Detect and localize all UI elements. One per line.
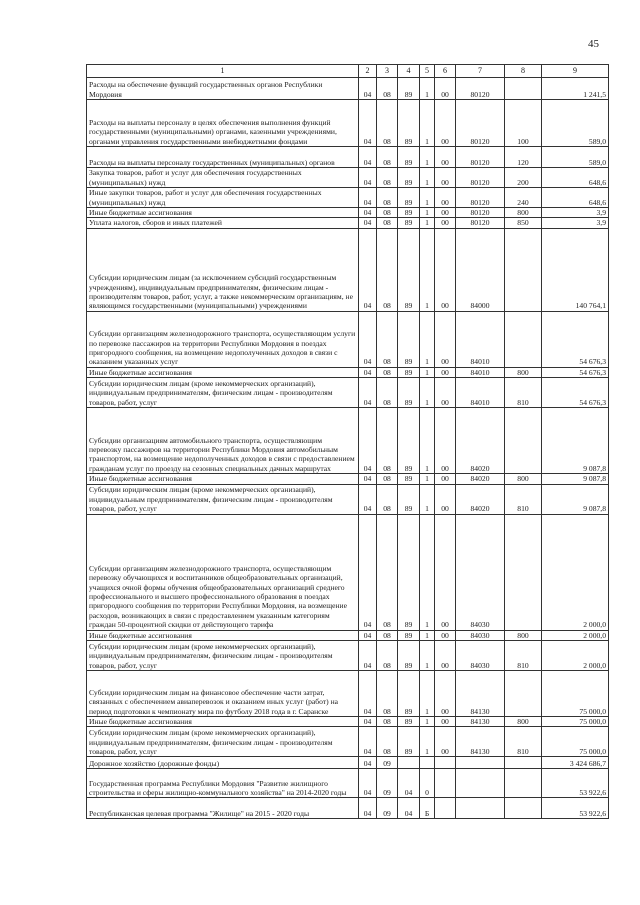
row-code: 240 <box>505 188 542 208</box>
row-description: Субсидии юридическим лицам (кроме некоммерческих организаций), индивидуальным предпринимателям, физическим лицам - производителям товаров, работ, услуг <box>87 484 359 514</box>
column-header: 5 <box>420 65 435 78</box>
row-code: 80120 <box>456 218 505 228</box>
row-code: 08 <box>377 378 398 408</box>
row-code: 1 <box>420 484 435 514</box>
row-code: 89 <box>398 630 420 640</box>
row-code: 08 <box>377 717 398 727</box>
row-amount: 648,6 <box>542 188 609 208</box>
table-row <box>87 757 609 769</box>
row-code: 1 <box>420 367 435 377</box>
row-code <box>505 311 542 367</box>
row-code: 84130 <box>456 727 505 757</box>
row-code: 1 <box>420 378 435 408</box>
row-code: 04 <box>398 769 420 798</box>
row-code: 1 <box>420 218 435 228</box>
row-code: 800 <box>505 474 542 484</box>
row-code: 04 <box>359 757 377 769</box>
row-code: 84130 <box>456 671 505 717</box>
row-code: 04 <box>359 188 377 208</box>
row-code: 00 <box>435 514 456 630</box>
table-row <box>87 514 609 630</box>
row-code: 04 <box>359 100 377 147</box>
row-code: 120 <box>505 147 542 168</box>
row-code: 89 <box>398 218 420 228</box>
column-header: 1 <box>87 65 359 78</box>
row-code: 00 <box>435 147 456 168</box>
row-code: 00 <box>435 630 456 640</box>
table-row <box>87 100 609 147</box>
row-code: 80120 <box>456 208 505 218</box>
row-code: 04 <box>359 671 377 717</box>
row-code: 800 <box>505 630 542 640</box>
row-code: 08 <box>377 671 398 717</box>
row-code: 00 <box>435 367 456 377</box>
row-code: 1 <box>420 78 435 100</box>
row-amount: 648,6 <box>542 168 609 188</box>
row-code: 00 <box>435 188 456 208</box>
row-description: Субсидии организациям железнодорожного транспорта, осуществляющим услуги по перевозке пассажиров на территории Республики Мордовия в поездах пригородного сообщения, на возмещение недополученных доходов в связи с оказанием указанных услуг <box>87 311 359 367</box>
row-amount: 589,0 <box>542 147 609 168</box>
row-code: 80120 <box>456 147 505 168</box>
row-code: 04 <box>359 484 377 514</box>
row-description: Иные закупки товаров, работ и услуг для обеспечения государственных (муниципальных) нужд <box>87 188 359 208</box>
row-amount: 2 000,0 <box>542 630 609 640</box>
row-description: Субсидии юридическим лицам на финансовое обеспечение части затрат, связанных с обеспечением авиаперевозок и оказанием иных услуг (работ) на период подготовки к чемпионату мира по футболу 2018 года в г. Саранске <box>87 671 359 717</box>
row-code: 84020 <box>456 484 505 514</box>
row-code: 08 <box>377 727 398 757</box>
row-code: 08 <box>377 408 398 474</box>
row-code: 89 <box>398 671 420 717</box>
row-code: 1 <box>420 311 435 367</box>
table-row <box>87 630 609 640</box>
row-code: 00 <box>435 717 456 727</box>
row-code: 1 <box>420 727 435 757</box>
row-code: 89 <box>398 147 420 168</box>
row-code: 89 <box>398 100 420 147</box>
row-code <box>505 514 542 630</box>
row-code: 84010 <box>456 378 505 408</box>
header-row <box>87 65 609 78</box>
row-description: Субсидии юридическим лицам (кроме некоммерческих организаций), индивидуальным предпринимателям, физическим лицам - производителям товаров, работ, услуг <box>87 641 359 671</box>
row-code: 80120 <box>456 78 505 100</box>
row-code: 08 <box>377 641 398 671</box>
row-code <box>505 228 542 311</box>
row-code: 00 <box>435 641 456 671</box>
row-code: 100 <box>505 100 542 147</box>
row-code: 89 <box>398 484 420 514</box>
table-row <box>87 188 609 208</box>
row-amount: 54 676,3 <box>542 367 609 377</box>
table-row <box>87 78 609 100</box>
row-code: 04 <box>359 367 377 377</box>
table-row <box>87 717 609 727</box>
row-description: Иные бюджетные ассигнования <box>87 717 359 727</box>
table-row <box>87 671 609 717</box>
row-amount: 3 424 686,7 <box>542 757 609 769</box>
table-row <box>87 208 609 218</box>
row-code: 04 <box>359 408 377 474</box>
row-code: 04 <box>359 168 377 188</box>
table-row <box>87 311 609 367</box>
row-description: Закупка товаров, работ и услуг для обеспечения государственных (муниципальных) нужд <box>87 168 359 188</box>
table-row <box>87 727 609 757</box>
row-code: 1 <box>420 188 435 208</box>
row-code: 84030 <box>456 641 505 671</box>
row-code: 800 <box>505 208 542 218</box>
row-amount: 140 764,1 <box>542 228 609 311</box>
table-row <box>87 798 609 819</box>
row-amount: 3,9 <box>542 218 609 228</box>
row-code <box>505 757 542 769</box>
row-code: 200 <box>505 168 542 188</box>
row-code: 00 <box>435 208 456 218</box>
row-code: 04 <box>359 147 377 168</box>
row-description: Субсидии организациям автомобильного транспорта, осуществляющим перевозку пассажиров на территории Республики Мордовия автомобильным транспортом, на возмещение недополученных доходов в связи с предоставлением гражданам услуг по проезду на сезонных специальных дачных маршрутах <box>87 408 359 474</box>
page-number: 45 <box>588 38 599 50</box>
row-code: 89 <box>398 641 420 671</box>
row-code: 04 <box>359 717 377 727</box>
column-header: 6 <box>435 65 456 78</box>
row-code: 04 <box>359 218 377 228</box>
row-code: 89 <box>398 717 420 727</box>
row-description: Иные бюджетные ассигнования <box>87 208 359 218</box>
row-code <box>435 757 456 769</box>
row-code <box>420 757 435 769</box>
row-code: Б <box>420 798 435 819</box>
column-header: 2 <box>359 65 377 78</box>
row-code: 09 <box>377 798 398 819</box>
row-code: 810 <box>505 641 542 671</box>
row-code: 84130 <box>456 717 505 727</box>
row-code: 1 <box>420 717 435 727</box>
table-row <box>87 147 609 168</box>
row-code: 00 <box>435 474 456 484</box>
row-code: 80120 <box>456 168 505 188</box>
row-code: 89 <box>398 367 420 377</box>
row-code <box>435 769 456 798</box>
row-code: 00 <box>435 218 456 228</box>
row-code: 04 <box>359 378 377 408</box>
row-code <box>505 671 542 717</box>
row-code: 08 <box>377 228 398 311</box>
table-row <box>87 484 609 514</box>
row-code: 89 <box>398 378 420 408</box>
row-code: 08 <box>377 484 398 514</box>
table-row <box>87 641 609 671</box>
row-code: 00 <box>435 484 456 514</box>
row-description: Иные бюджетные ассигнования <box>87 630 359 640</box>
row-description: Субсидии организациям железнодорожного транспорта, осуществляющим перевозку обучающихся и воспитанников общеобразовательных организаций, учащихся очной формы обучения общеобразовательных организаций среднего профессионального и высшего профессионального образования в поездах пригородного сообщения по территории Республики Мордовия, на возмещение расходов, возникающих в связи с предоставлением указанным категориям граждан 50-процентной скидки от действующего тарифа <box>87 514 359 630</box>
row-amount: 2 000,0 <box>542 641 609 671</box>
row-code <box>505 408 542 474</box>
row-amount: 53 922,6 <box>542 769 609 798</box>
row-code: 08 <box>377 474 398 484</box>
row-code: 810 <box>505 378 542 408</box>
row-amount: 9 087,8 <box>542 484 609 514</box>
row-code: 84030 <box>456 514 505 630</box>
row-code <box>456 757 505 769</box>
row-code: 08 <box>377 311 398 367</box>
row-code: 04 <box>359 641 377 671</box>
row-code: 810 <box>505 484 542 514</box>
column-header: 9 <box>542 65 609 78</box>
row-amount: 54 676,3 <box>542 378 609 408</box>
row-amount: 9 087,8 <box>542 474 609 484</box>
row-code: 00 <box>435 78 456 100</box>
row-code: 84010 <box>456 311 505 367</box>
row-code: 810 <box>505 727 542 757</box>
row-code: 00 <box>435 168 456 188</box>
row-amount: 589,0 <box>542 100 609 147</box>
row-description: Иные бюджетные ассигнования <box>87 367 359 377</box>
row-code: 09 <box>377 757 398 769</box>
row-code: 04 <box>359 514 377 630</box>
row-code: 04 <box>359 208 377 218</box>
row-code: 850 <box>505 218 542 228</box>
row-code: 89 <box>398 78 420 100</box>
row-code: 89 <box>398 311 420 367</box>
row-code: 08 <box>377 78 398 100</box>
row-code: 04 <box>359 630 377 640</box>
row-code: 00 <box>435 408 456 474</box>
row-code: 89 <box>398 474 420 484</box>
row-code <box>456 769 505 798</box>
row-description: Расходы на выплаты персоналу государственных (муниципальных) органов <box>87 147 359 168</box>
row-code: 08 <box>377 218 398 228</box>
row-code: 08 <box>377 514 398 630</box>
row-amount: 75 000,0 <box>542 671 609 717</box>
row-code: 89 <box>398 228 420 311</box>
row-description: Субсидии юридическим лицам (кроме некоммерческих организаций), индивидуальным предпринимателям, физическим лицам - производителям товаров, работ, услуг <box>87 378 359 408</box>
row-code: 08 <box>377 367 398 377</box>
row-code: 04 <box>359 228 377 311</box>
column-header: 3 <box>377 65 398 78</box>
row-code: 89 <box>398 208 420 218</box>
row-code: 80120 <box>456 100 505 147</box>
row-code: 1 <box>420 100 435 147</box>
row-code: 1 <box>420 408 435 474</box>
row-code: 1 <box>420 228 435 311</box>
row-code: 04 <box>359 474 377 484</box>
table-row <box>87 474 609 484</box>
row-code: 1 <box>420 147 435 168</box>
row-code <box>435 798 456 819</box>
row-code: 89 <box>398 408 420 474</box>
row-code: 00 <box>435 378 456 408</box>
table-row <box>87 168 609 188</box>
row-code: 00 <box>435 671 456 717</box>
row-code <box>456 798 505 819</box>
row-code: 84030 <box>456 630 505 640</box>
row-code: 84000 <box>456 228 505 311</box>
row-code: 89 <box>398 168 420 188</box>
row-code: 84020 <box>456 474 505 484</box>
row-amount: 53 922,6 <box>542 798 609 819</box>
row-code: 1 <box>420 630 435 640</box>
row-code <box>505 78 542 100</box>
row-code: 08 <box>377 147 398 168</box>
row-code: 00 <box>435 727 456 757</box>
row-description: Иные бюджетные ассигнования <box>87 474 359 484</box>
row-code: 04 <box>359 798 377 819</box>
row-amount: 3,9 <box>542 208 609 218</box>
column-header: 4 <box>398 65 420 78</box>
column-header: 7 <box>456 65 505 78</box>
row-code: 08 <box>377 100 398 147</box>
row-code: 08 <box>377 188 398 208</box>
row-amount: 75 000,0 <box>542 717 609 727</box>
row-amount: 9 087,8 <box>542 408 609 474</box>
row-description: Республиканская целевая программа "Жилище" на 2015 - 2020 годы <box>87 798 359 819</box>
row-description: Государственная программа Республики Мордовия "Развитие жилищного строительства и сферы жилищно-коммунального хозяйства" на 2014-2020 годы <box>87 769 359 798</box>
row-code <box>505 798 542 819</box>
row-code: 1 <box>420 474 435 484</box>
row-code: 84010 <box>456 367 505 377</box>
row-code: 00 <box>435 311 456 367</box>
row-code: 89 <box>398 514 420 630</box>
row-code: 08 <box>377 630 398 640</box>
row-code: 800 <box>505 717 542 727</box>
row-code: 800 <box>505 367 542 377</box>
table-row <box>87 218 609 228</box>
row-code: 04 <box>359 727 377 757</box>
row-code: 1 <box>420 208 435 218</box>
row-code: 1 <box>420 168 435 188</box>
row-code: 0 <box>420 769 435 798</box>
budget-table <box>86 64 609 819</box>
row-amount: 1 241,5 <box>542 78 609 100</box>
row-code: 89 <box>398 727 420 757</box>
row-code: 04 <box>359 769 377 798</box>
row-code: 00 <box>435 100 456 147</box>
table-row <box>87 378 609 408</box>
table-row <box>87 769 609 798</box>
row-code <box>505 769 542 798</box>
table-row <box>87 408 609 474</box>
row-code: 04 <box>398 798 420 819</box>
row-code: 08 <box>377 208 398 218</box>
row-description: Расходы на обеспечение функций государственных органов Республики Мордовия <box>87 78 359 100</box>
row-amount: 75 000,0 <box>542 727 609 757</box>
row-code: 00 <box>435 228 456 311</box>
row-description: Субсидии юридическим лицам (кроме некоммерческих организаций), индивидуальным предпринимателям, физическим лицам - производителям товаров, работ, услуг <box>87 727 359 757</box>
row-code: 08 <box>377 168 398 188</box>
row-amount: 54 676,3 <box>542 311 609 367</box>
table-row <box>87 367 609 377</box>
row-code: 84020 <box>456 408 505 474</box>
row-code: 1 <box>420 641 435 671</box>
row-description: Расходы на выплаты персоналу в целях обеспечения выполнения функций государственными (муниципальными) органами, казенными учреждениями, органами управления государственными внебюджетными фондами <box>87 100 359 147</box>
row-code: 80120 <box>456 188 505 208</box>
row-code: 89 <box>398 188 420 208</box>
table-row <box>87 228 609 311</box>
row-code: 09 <box>377 769 398 798</box>
row-code: 1 <box>420 514 435 630</box>
row-description: Дорожное хозяйство (дорожные фонды) <box>87 757 359 769</box>
row-code <box>398 757 420 769</box>
column-header: 8 <box>505 65 542 78</box>
row-code: 04 <box>359 311 377 367</box>
row-description: Уплата налогов, сборов и иных платежей <box>87 218 359 228</box>
row-amount: 2 000,0 <box>542 514 609 630</box>
row-description: Субсидии юридическим лицам (за исключением субсидий государственным учреждениям), индивидуальным предпринимателям, физическим лицам - производителям товаров, работ, услуг, а также некоммерческим организациям, не являющимся государственными (муниципальными) учреждениями <box>87 228 359 311</box>
row-code: 04 <box>359 78 377 100</box>
row-code: 1 <box>420 671 435 717</box>
